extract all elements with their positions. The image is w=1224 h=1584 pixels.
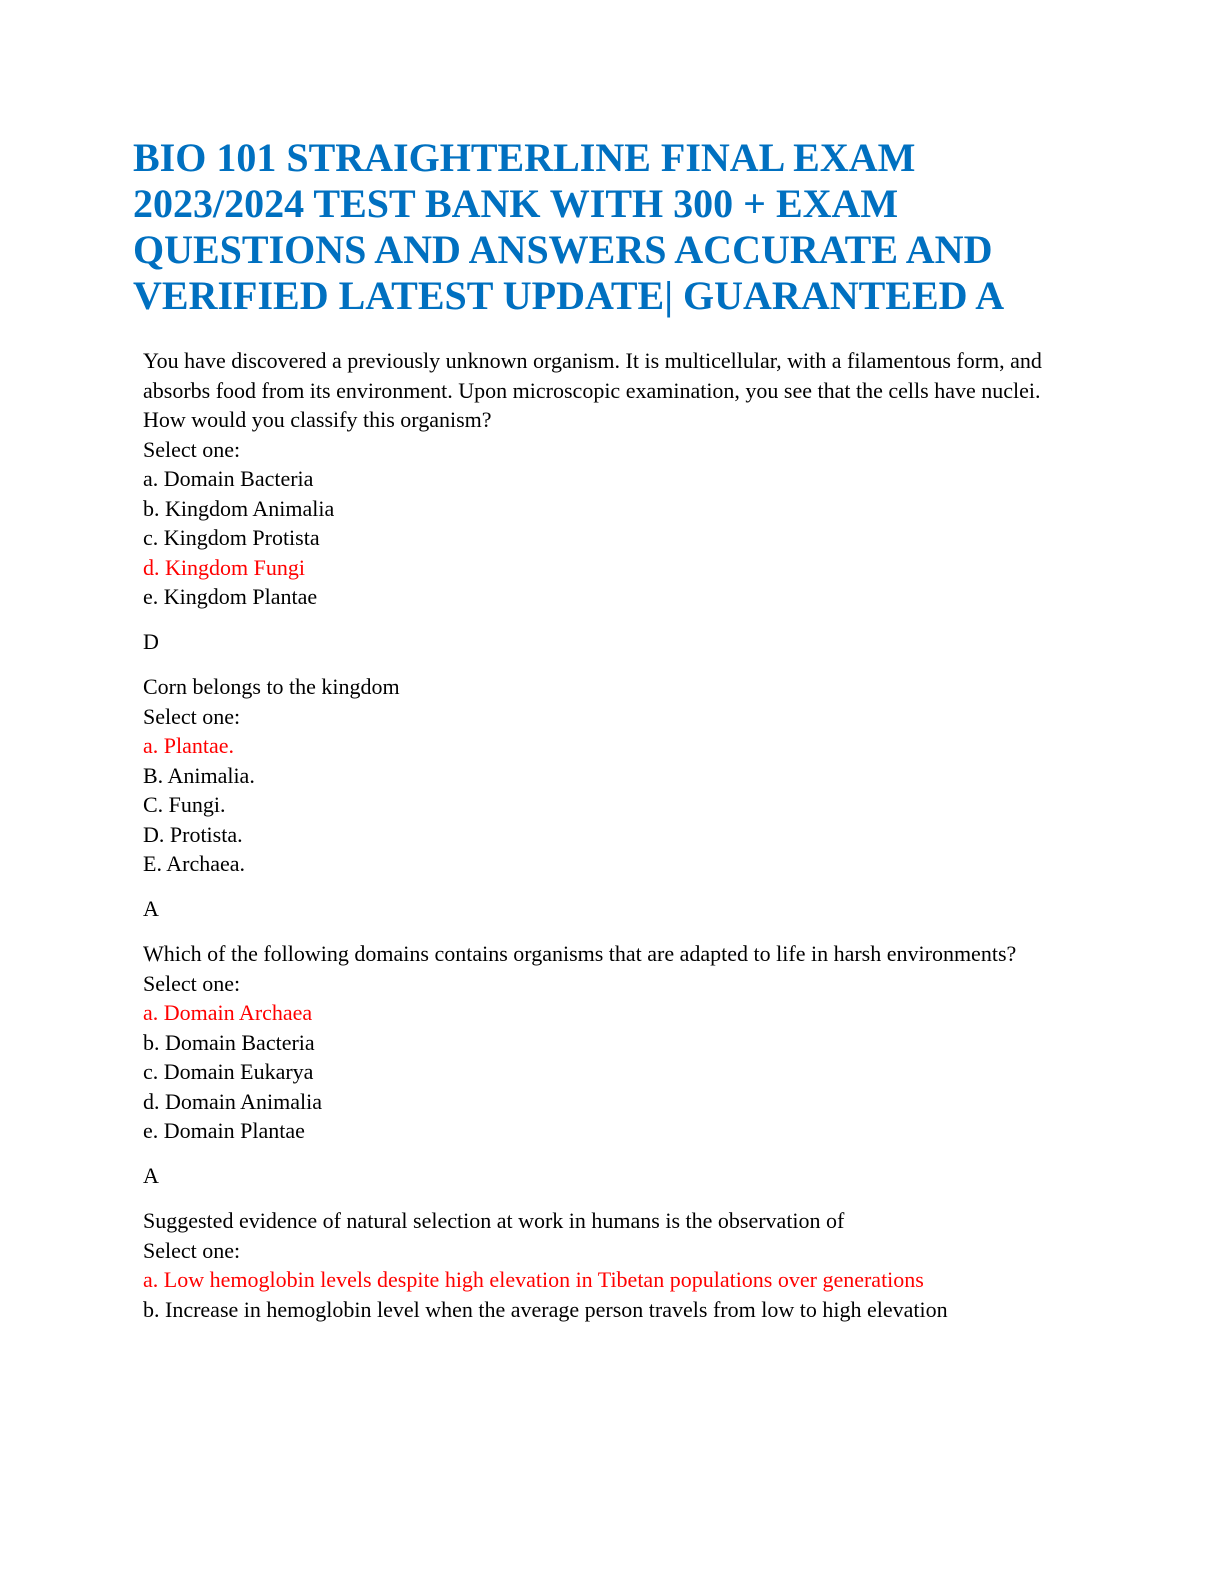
correct-option: a. Plantae. (143, 733, 235, 758)
correct-option: d. Kingdom Fungi (143, 554, 305, 580)
select-one-prompt: Select one: (143, 970, 241, 996)
answer-option: b. Kingdom Animalia (143, 495, 335, 521)
answer-key: A (143, 1162, 159, 1188)
answer-option: D. Protista. (143, 821, 243, 847)
answer-option: c. Domain Eukarya (143, 1059, 314, 1084)
answer-option: e. Kingdom Plantae (143, 584, 318, 609)
answer-option: c. Kingdom Protista (143, 525, 320, 550)
question-list (143, 346, 1048, 1324)
question-text: Which of the following domains contains organisms that are adapted to life in harsh environments? (143, 941, 1017, 966)
answer-option: d. Domain Animalia (143, 1088, 323, 1114)
answer-option: e. Domain Plantae (143, 1118, 305, 1143)
answer-option: C. Fungi. (143, 792, 226, 817)
correct-option: a. Domain Archaea (143, 1000, 313, 1025)
question-block (143, 672, 1048, 923)
answer-option: B. Animalia. (143, 762, 255, 788)
select-one-prompt: Select one: (143, 1237, 241, 1263)
answer-option: b. Increase in hemoglobin level when the average person travels from low to high elevation (143, 1296, 948, 1322)
answer-key: A (143, 895, 159, 921)
select-one-prompt: Select one: (143, 436, 241, 462)
answer-option: b. Domain Bacteria (143, 1029, 315, 1055)
document-title: BIO 101 STRAIGHTERLINE FINAL EXAM 2023/2024 TEST BANK WITH 300 + EXAM QUESTIONS AND ANSWERS ACCURATE AND VERIFIED LATEST UPDATE| GUARANTEED A (133, 135, 1005, 318)
question-text: Suggested evidence of natural selection at work in humans is the observation of (143, 1208, 845, 1233)
question-block (143, 1206, 1048, 1324)
answer-key: D (143, 628, 159, 654)
answer-option: a. Domain Bacteria (143, 466, 314, 491)
question-text: You have discovered a previously unknown organism. It is multicellular, with a filamentous form, and absorbs food from its environment. Upon microscopic examination, you see that the cells have nuclei. How would you classify this organism? (143, 348, 1042, 432)
question-block (143, 346, 1048, 656)
answer-option: E. Archaea. (143, 851, 245, 876)
question-block (143, 939, 1048, 1190)
select-one-prompt: Select one: (143, 703, 241, 729)
correct-option: a. Low hemoglobin levels despite high elevation in Tibetan populations over generations (143, 1267, 924, 1292)
question-text: Corn belongs to the kingdom (143, 674, 400, 699)
